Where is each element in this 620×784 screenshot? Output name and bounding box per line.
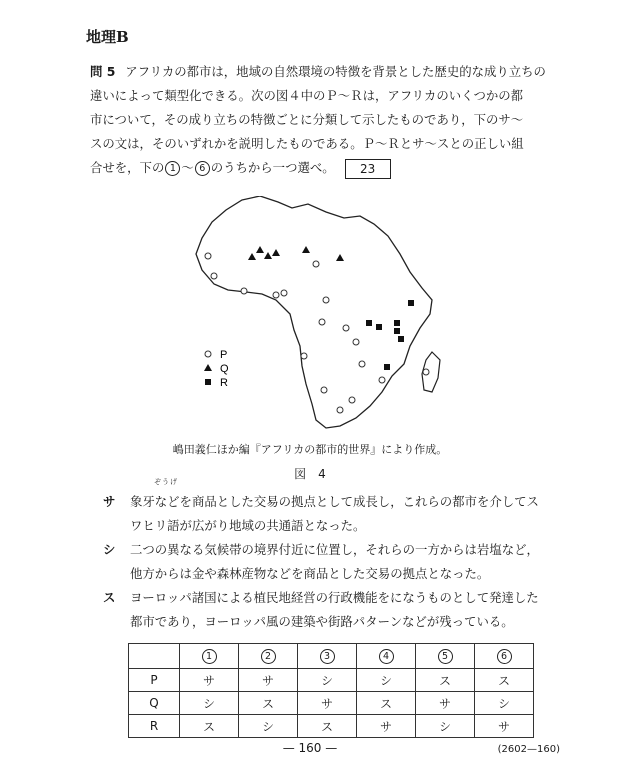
question-line-2: 違いによって類型化できる。次の図４中のＰ～Ｒは，アフリカのいくつかの都 <box>90 88 524 103</box>
legend-label-p: P <box>220 349 228 361</box>
question-text-5b: のうちから一つ選べ。 <box>210 160 335 175</box>
subject-heading: 地理B <box>86 28 129 46</box>
table-cell: シ <box>298 669 357 692</box>
table-row <box>129 669 534 692</box>
city-marker-p <box>337 407 343 413</box>
tilde: ～ <box>181 160 194 175</box>
legend-square-icon <box>205 379 211 385</box>
page-number: — 160 — <box>282 741 338 755</box>
city-marker-p <box>343 325 349 331</box>
city-marker-p <box>423 369 429 375</box>
city-marker-p <box>321 387 327 393</box>
statement-shi-line-1: 二つの異なる気候帯の境界付近に位置し，それらの一方からは岩塩など， <box>130 542 539 557</box>
table-cell: ス <box>239 692 298 715</box>
question-line-5 <box>90 158 391 179</box>
table-cell: サ <box>180 669 239 692</box>
statement-mark-shi: シ <box>103 542 116 557</box>
figure-label: 図 4 <box>294 467 326 481</box>
africa-outline <box>196 196 432 428</box>
answer-number-box: 23 <box>345 159 391 179</box>
table-cell: ス <box>416 669 475 692</box>
legend-label-q: Q <box>220 363 229 375</box>
table-cell: シ <box>357 669 416 692</box>
table-cell: ス <box>475 669 534 692</box>
city-marker-p <box>205 253 211 259</box>
table-header-cell <box>298 644 357 669</box>
africa-map <box>180 196 450 436</box>
table-corner-cell <box>129 644 180 669</box>
question-text-1: アフリカの都市は，地域の自然環境の特徴を背景とした歴史的な成り立ちの <box>125 64 546 79</box>
city-marker-r <box>394 328 400 334</box>
table-cell: サ <box>298 692 357 715</box>
city-marker-r <box>366 320 372 326</box>
table-header-cell <box>180 644 239 669</box>
city-marker-q <box>248 253 256 260</box>
statement-su-line-1: ヨーロッパ諸国による植民地経営の行政機能をになうものとして発達した <box>130 590 539 605</box>
option-circle: 2 <box>261 649 276 664</box>
city-marker-p <box>353 339 359 345</box>
statement-mark-su: ス <box>103 590 116 605</box>
city-marker-p <box>273 292 279 298</box>
option-circle: 1 <box>202 649 217 664</box>
question-number: 問 5 <box>90 64 116 79</box>
question-text-5a: 合せを，下の <box>90 160 165 175</box>
statement-sa-line-1: 象牙などを商品とした交易の拠点として成長し，これらの都市を介してス <box>130 494 539 509</box>
city-marker-p <box>211 273 217 279</box>
q-city-markers <box>248 246 344 261</box>
row-label: Q <box>129 692 180 715</box>
table-cell: シ <box>180 692 239 715</box>
combination-table <box>128 643 534 738</box>
city-marker-q <box>264 252 272 259</box>
city-marker-p <box>359 361 365 367</box>
city-marker-r <box>408 300 414 306</box>
option-circle: 6 <box>497 649 512 664</box>
table-cell: ス <box>357 692 416 715</box>
city-marker-r <box>394 320 400 326</box>
question-line-1 <box>90 62 546 82</box>
city-marker-p <box>349 397 355 403</box>
choice-circle-last: 6 <box>195 161 210 176</box>
legend-label-r: R <box>220 377 228 389</box>
city-marker-q <box>272 249 280 256</box>
table-header-cell <box>239 644 298 669</box>
table-cell: サ <box>475 715 534 738</box>
table-header-row <box>129 644 534 669</box>
table-cell: ス <box>180 715 239 738</box>
city-marker-r <box>384 364 390 370</box>
r-city-markers <box>366 300 414 370</box>
city-marker-p <box>241 288 247 294</box>
figure-caption: 嶋田義仁ほか編『アフリカの都市的世界』により作成。 <box>172 443 448 456</box>
table-cell: シ <box>416 715 475 738</box>
city-marker-q <box>302 246 310 253</box>
option-circle: 3 <box>320 649 335 664</box>
city-marker-p <box>379 377 385 383</box>
question-line-3: 市について，その成り立ちの特徴ごとに分類して示したものであり，下のサ～ <box>90 112 524 127</box>
option-circle: 4 <box>379 649 394 664</box>
table-cell: シ <box>239 715 298 738</box>
choice-circle-first: 1 <box>165 161 180 176</box>
question-line-4: スの文は，そのいずれかを説明したものである。Ｐ～Ｒとサ～スとの正しい組 <box>90 136 524 151</box>
option-circle: 5 <box>438 649 453 664</box>
table-cell: サ <box>357 715 416 738</box>
ruby-zouge: ぞうげ <box>154 478 178 486</box>
table-header-cell <box>357 644 416 669</box>
statement-mark-sa: サ <box>103 494 116 509</box>
city-marker-q <box>336 254 344 261</box>
city-marker-r <box>376 324 382 330</box>
table-header-cell <box>475 644 534 669</box>
table-cell: シ <box>475 692 534 715</box>
table-row <box>129 715 534 738</box>
map-legend <box>204 349 229 389</box>
statement-su-line-2: 都市であり，ヨーロッパ風の建築や街路パターンなどが残っている。 <box>130 614 514 629</box>
city-marker-p <box>313 261 319 267</box>
table-header-cell <box>416 644 475 669</box>
statement-sa-line-2: ワヒリ語が広がり地域の共通語となった。 <box>130 518 366 533</box>
exam-code: (2602—160) <box>497 744 560 755</box>
legend-circle-icon <box>205 351 211 357</box>
legend-triangle-icon <box>204 364 212 371</box>
table-cell: サ <box>416 692 475 715</box>
city-marker-p <box>301 353 307 359</box>
city-marker-p <box>319 319 325 325</box>
table-row <box>129 692 534 715</box>
table-cell: サ <box>239 669 298 692</box>
row-label: P <box>129 669 180 692</box>
city-marker-p <box>323 297 329 303</box>
city-marker-p <box>281 290 287 296</box>
city-marker-q <box>256 246 264 253</box>
table-cell: ス <box>298 715 357 738</box>
row-label: R <box>129 715 180 738</box>
statement-shi-line-2: 他方からは金や森林産物などを商品とした交易の拠点となった。 <box>130 566 490 581</box>
city-marker-r <box>398 336 404 342</box>
